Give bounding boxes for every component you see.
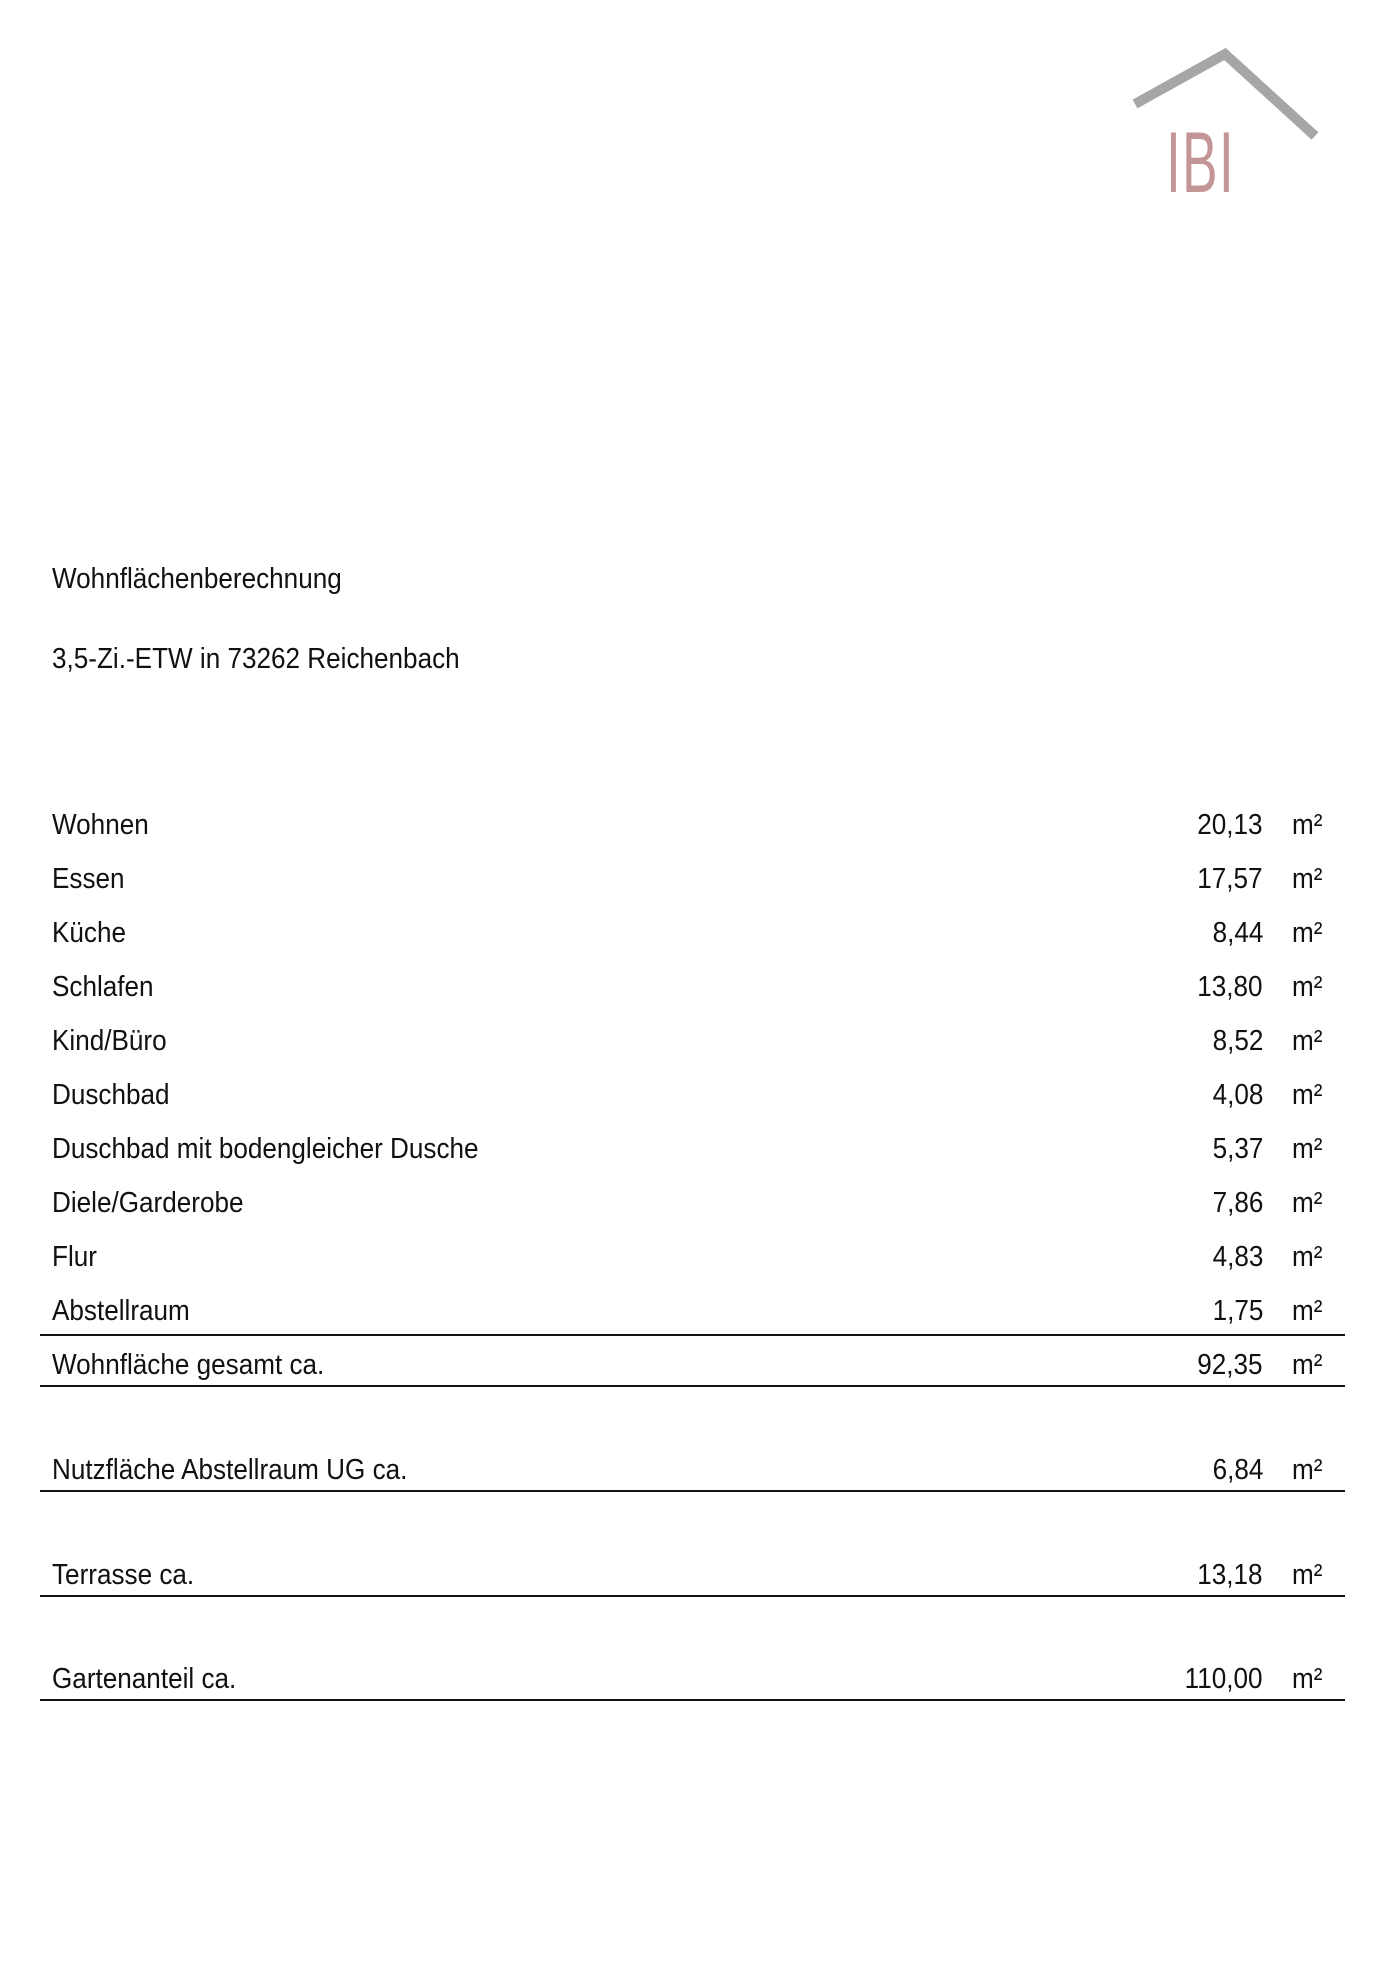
table-row — [40, 1020, 1345, 1060]
document-subtitle: 3,5-Zi.-ETW in 73262 Reichenbach — [52, 643, 460, 675]
table-row — [40, 966, 1345, 1006]
logo-letters: IBI — [1166, 115, 1235, 211]
room-label: Schlafen — [52, 971, 154, 1003]
area-unit: m² — [1292, 1187, 1323, 1219]
room-label: Diele/Garderobe — [52, 1187, 244, 1219]
area-unit: m² — [1292, 863, 1323, 895]
extra-label: Terrasse ca. — [52, 1559, 195, 1591]
area-unit: m² — [1292, 1241, 1323, 1273]
room-label: Kind/Büro — [52, 1025, 167, 1057]
total-label: Wohnfläche gesamt ca. — [52, 1349, 325, 1381]
area-unit: m² — [1292, 1295, 1323, 1327]
extra-row — [40, 1449, 1345, 1489]
room-label: Essen — [52, 863, 125, 895]
area-unit: m² — [1292, 1663, 1323, 1695]
room-area: 4,08 — [1212, 1079, 1263, 1111]
extra-area: 13,18 — [1197, 1559, 1263, 1591]
divider — [40, 1699, 1345, 1701]
table-row — [40, 1290, 1345, 1330]
table-row — [40, 858, 1345, 898]
table-row — [40, 1182, 1345, 1222]
room-area: 17,57 — [1197, 863, 1263, 895]
area-unit: m² — [1292, 971, 1323, 1003]
extra-row — [40, 1658, 1345, 1698]
divider — [40, 1385, 1345, 1387]
divider — [40, 1490, 1345, 1492]
room-label: Flur — [52, 1241, 97, 1273]
room-label: Abstellraum — [52, 1295, 190, 1327]
area-unit: m² — [1292, 1079, 1323, 1111]
room-area: 7,86 — [1212, 1187, 1263, 1219]
document-title: Wohnflächenberechnung — [52, 563, 342, 595]
area-unit: m² — [1292, 809, 1323, 841]
room-area: 8,52 — [1212, 1025, 1263, 1057]
extra-label: Gartenanteil ca. — [52, 1663, 237, 1695]
area-unit: m² — [1292, 1454, 1323, 1486]
room-label: Duschbad mit bodengleicher Dusche — [52, 1133, 479, 1165]
company-logo — [1130, 48, 1320, 218]
area-unit: m² — [1292, 1349, 1323, 1381]
room-label: Wohnen — [52, 809, 149, 841]
total-area: 92,35 — [1197, 1349, 1263, 1381]
room-area: 4,83 — [1212, 1241, 1263, 1273]
room-area: 8,44 — [1212, 917, 1263, 949]
table-row — [40, 804, 1345, 844]
room-area: 1,75 — [1212, 1295, 1263, 1327]
room-label: Küche — [52, 917, 127, 949]
table-row — [40, 1236, 1345, 1276]
room-area: 13,80 — [1197, 971, 1263, 1003]
extra-area: 6,84 — [1212, 1454, 1263, 1486]
extra-row — [40, 1554, 1345, 1594]
table-row — [40, 912, 1345, 952]
room-area: 5,37 — [1212, 1133, 1263, 1165]
total-row — [40, 1344, 1345, 1384]
area-unit: m² — [1292, 1025, 1323, 1057]
divider — [40, 1334, 1345, 1336]
table-row — [40, 1128, 1345, 1168]
area-unit: m² — [1292, 917, 1323, 949]
table-row — [40, 1074, 1345, 1114]
extra-area: 110,00 — [1185, 1663, 1263, 1695]
room-label: Duschbad — [52, 1079, 170, 1111]
area-unit: m² — [1292, 1133, 1323, 1165]
divider — [40, 1595, 1345, 1597]
area-unit: m² — [1292, 1559, 1323, 1591]
extra-label: Nutzfläche Abstellraum UG ca. — [52, 1454, 408, 1486]
room-area: 20,13 — [1197, 809, 1263, 841]
